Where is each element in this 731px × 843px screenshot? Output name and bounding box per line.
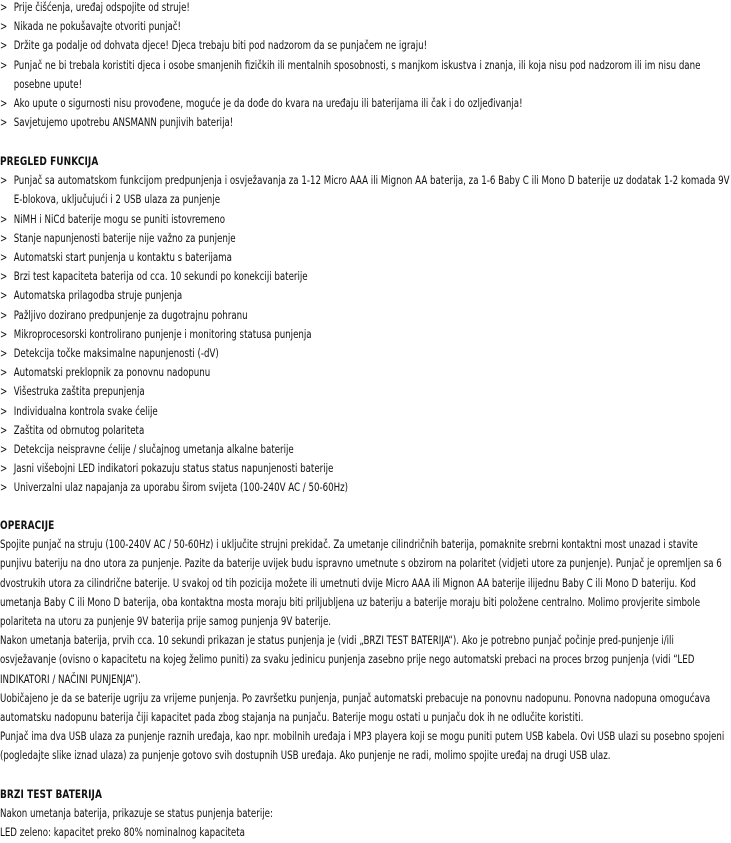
safety-item: > Prije čišćenja, uređaj odspojite od struje! [0, 0, 731, 17]
quick-test-line: LED zeleno: kapacitet preko 80% nominalnog kapaciteta [0, 826, 245, 840]
function-item: > Pažljivo dozirano predpunjenje za dugotrajnu pohranu [0, 306, 731, 325]
operations-paragraph: Uobičajeno je da se baterije ugriju za vrijeme punjenja. Po završetku punjenja, punjač automatski prebacuje na ponovnu nadopunu. Ponovna nadopuna omogućava automatsku nadopunu baterija čiji kapacitet pada zbog stajanja na punjaču. Baterije mogu ostati u punjaču dok ih ne odlučite koristiti. [0, 691, 711, 725]
operations-paragraph: Punjač ima dva USB ulaza za punjenje raznih uređaja, kao npr. mobilnih uređaja i MP3 playera koji se mogu puniti putem USB kabela. Ovi USB ulazi su posebno spojeni (pogledajte slike iznad ulaza) za punjenje gotovo svih dostupnih USB uređaja. Ako punjenje ne radi, molimo spojite uređaj na drugi USB ulaz. [0, 730, 725, 763]
safety-item: > Držite ga podalje od dohvata djece! Djeca trebaju biti pod nadzorom da se punjačem ne igraju! [0, 36, 731, 55]
function-item: > Univerzalni ulaz napajanja za uporabu širom svijeta (100-240V AC / 50-60Hz) [0, 478, 731, 497]
functions-section [0, 152, 731, 498]
function-item: > Detekcija neispravne ćelije / slučajnog umetanja alkalne baterije [0, 440, 731, 459]
function-item: > Punjač sa automatskom funkcijom predpunjenja i osvježavanja za 1-12 Micro AAA ili Mignon AA baterija, za 1-6 Baby C ili Mono D baterije uz dodatak 1-2 komada 9V E-blokova, uključujući i 2 USB ulaza za punjenje [0, 171, 731, 209]
function-item: > Jasni višebojni LED indikatori pokazuju status status napunjenosti baterije [0, 459, 731, 478]
operations-heading: OPERACIJE [0, 518, 55, 532]
function-item: > Automatski start punjenja u kontaktu s baterijama [0, 248, 731, 267]
safety-section [0, 0, 731, 132]
safety-item: > Punjač ne bi trebala koristiti djeca i osobe smanjenih fizičkih ili mentalnih sposobnosti, s manjkom iskustva i znanja, ili koja nisu pod nadzorom ili im nisu dane posebne upute! [0, 56, 731, 94]
functions-list [0, 171, 731, 497]
quick-test-line: Nakon umetanja baterija, prikazuje se status punjenja baterije: [0, 807, 273, 821]
operations-paragraph: Spojite punjač na struju (100-240V AC / 50-60Hz) i uključite strujni prekidač. Za umetanje cilindričnih baterija, pomaknite srebrni kontaktni most unazad i stavite punjivu bateriju na dno utora za punjenje. Pazite da baterije uvijek budu ispravno umetnute s obzirom na polaritet (vidjeti utore za punjenje). Punjač je opremljen sa 6 dvostrukih utora za cilindrične baterije. U svakoj od tih pozicija možete ili umetnuti dvije Micro AAA ili Mignon AA baterije ilijednu Baby C ili Mono D bateriju. Kod umetanja Baby C ili Mono D baterija, oba kontaktna mosta moraju biti priljubljena uz bateriju a baterije moraju biti položene centralno. Molimo provjerite simbole polariteta na utoru za punjenje 9V baterija prije samog punjenja 9V baterije. [0, 538, 722, 629]
quick-test-heading: BRZI TEST BATERIJA [0, 787, 102, 801]
safety-list [0, 0, 731, 132]
function-item: > Stanje napunjenosti baterije nije važno za punjenje [0, 229, 731, 248]
function-item: > Mikroprocesorski kontrolirano punjenje i monitoring statusa punjenja [0, 325, 731, 344]
operations-paragraph: Nakon umetanja baterija, prvih cca. 10 sekundi prikazan je status punjenja je (vidi „BRZI TEST BATERIJA“). Ako je potrebno punjač počinje pred-punjenje i/ili osvježavanje (ovisno o kapacitetu na kojeg želimo puniti) za svaku jedinicu punjenja zasebno prije nego automatski prebaci na proces brzog punjenja (vidi “LED INDIKATORI / NAČINI PUNJENJA”). [0, 634, 695, 686]
function-item: > Višestruka zaštita prepunjenja [0, 382, 731, 401]
operations-section [0, 516, 731, 766]
function-item: > Brzi test kapaciteta baterija od cca. 10 sekundi po konekciji baterije [0, 267, 731, 286]
safety-item: > Savjetujemo upotrebu ANSMANN punjivih baterija! [0, 113, 731, 132]
functions-heading: PREGLED FUNKCIJA [0, 154, 99, 168]
function-item: > NiMH i NiCd baterije mogu se puniti istovremeno [0, 210, 731, 229]
function-item: > Detekcija točke maksimalne napunjenosti (-dV) [0, 344, 731, 363]
function-item: > Automatski preklopnik za ponovnu nadopunu [0, 363, 731, 382]
safety-item: > Ako upute o sigurnosti nisu provođene, moguće je da dođe do kvara na uređaju ili baterijama ili čak i do ozljeđivanja! [0, 94, 731, 113]
function-item: > Automatska prilagodba struje punjenja [0, 286, 731, 305]
safety-item: > Nikada ne pokušavajte otvoriti punjač! [0, 17, 731, 36]
function-item: > Zaštita od obrnutog polariteta [0, 421, 731, 440]
function-item: > Individualna kontrola svake ćelije [0, 402, 731, 421]
quick-test-section [0, 785, 731, 843]
